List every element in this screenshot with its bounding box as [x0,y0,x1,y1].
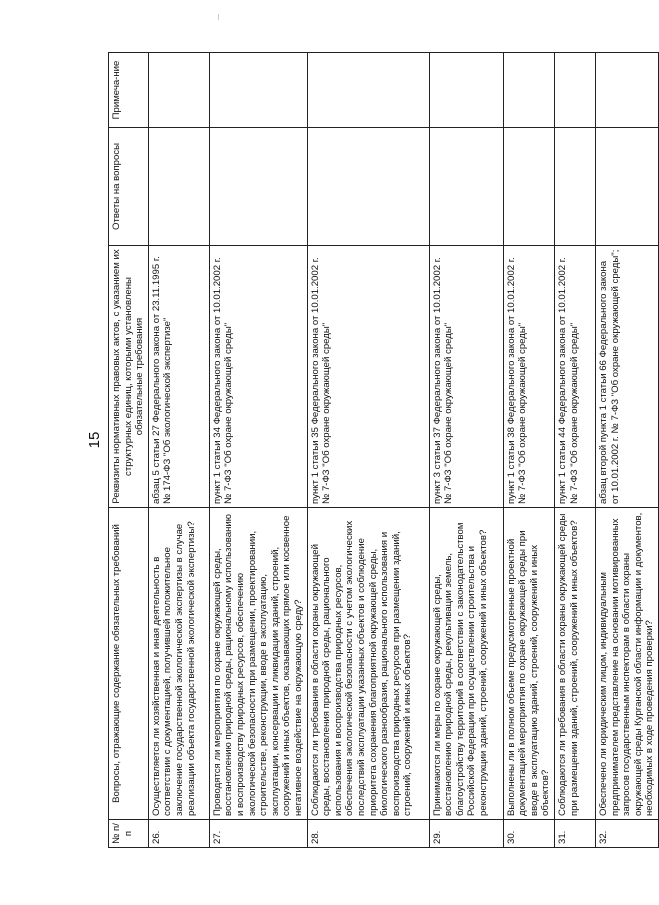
table-row [307,53,429,848]
row-requisites: пункт 1 статьи 35 Федерального закона от 10.01.2002 г. № 7-ФЗ "Об охране окружающей среды" [307,246,429,508]
row-note [554,53,595,128]
row-note [148,53,209,128]
requirements-table [108,52,659,848]
row-num: 32. [595,820,658,848]
row-num: 28. [307,820,429,848]
row-requisites: абзац второй пункта 1 статьи 66 Федерального закона от 10.01.2002 г. № 7-ФЗ "Об охране окружающей среды"; [595,246,658,508]
row-num: 29. [429,820,503,848]
row-answer [503,128,554,246]
row-note [429,53,503,128]
table-row [148,53,209,848]
row-note [307,53,429,128]
header-answers: Ответы на вопросы [109,128,149,246]
row-requisites: пункт 1 статьи 38 Федерального закона от 10.01.2002 г. № 7-ФЗ "Об охране окружающей среды" [503,246,554,508]
row-requisites: пункт 3 статьи 37 Федерального закона от 10.01.2002 г. № 7-ФЗ "Об охране окружающей среды" [429,246,503,508]
row-answer [554,128,595,246]
row-question: Обеспечено ли юридическим лицом, индивидуальным предпринимателем представление на основании мотивированных запросов государственным инспекторам в области охраны окружающей среды Курганской области информации и документов, необходимых в ходе проведения проверки? [595,508,658,820]
row-question: Соблюдаются ли требования в области охраны окружающей среды, восстановления природной среды, рационального использования и воспроизводства природных ресурсов, обеспечения экологической безопасности с учетом экологических последствий эксплуатации указанных объектов и соблюдение приоритета сохранения благоприятной окружающей среды, биологического разнообразия, рационального использования и воспроизводства природных ресурсов при размещении зданий, строений, сооружений и иных объектов? [307,508,429,820]
page-number: 15 [86,431,103,449]
row-requisites: абзац 5 статьи 27 Федерального закона от 23.11.1995 г. № 174-ФЗ "Об экологической экспертизе" [148,246,209,508]
row-question: Соблюдаются ли требования в области охраны окружающей среды при размещении зданий, строений, сооружений и иных объектов? [554,508,595,820]
row-question: Проводятся ли мероприятия по охране окружающей среды, восстановлению природной среды, рациональному использованию и воспроизводству природных ресурсов, обеспечению экологической безопасности при размещении, проектировании, строительстве, реконструкции, вводе в эксплуатацию, эксплуатации, консервации и ликвидации зданий, строений, сооружений и иных объектов, оказывающих прямое или косвенное негативное воздействие на окружающую среду? [209,508,307,820]
row-num: 30. [503,820,554,848]
table-header-row [109,53,149,848]
row-question: Принимаются ли меры по охране окружающей среды, восстановлению природной среды, рекультивации земель, благоустройству территорий в соответствии с законодательством Российской Федерации при осуществлении строительства и реконструкции зданий, строений, сооружений и иных объектов? [429,508,503,820]
header-question: Вопросы, отражающие содержание обязательных требований [109,508,149,820]
row-answer [148,128,209,246]
header-notes: Примеча-ние [109,53,149,128]
table-row [595,53,658,848]
row-note [595,53,658,128]
row-num: 31. [554,820,595,848]
table-row [554,53,595,848]
row-answer [429,128,503,246]
table-row [209,53,307,848]
row-answer [209,128,307,246]
table-row [429,53,503,848]
row-answer [595,128,658,246]
row-num: 27. [209,820,307,848]
row-num: 26. [148,820,209,848]
row-note [209,53,307,128]
rotated-table-container [108,53,656,848]
row-requisites: пункт 1 статьи 44 Федерального закона от 10.01.2002 г. № 7-ФЗ "Об охране окружающей среды" [554,246,595,508]
scan-mark [218,14,219,20]
row-requisites: пункт 1 статьи 34 Федерального закона от 10.01.2002 г. № 7-ФЗ "Об охране окружающей среды" [209,246,307,508]
row-answer [307,128,429,246]
row-question: Выполнены ли в полном объеме предусмотренные проектной документацией мероприятия по охране окружающей среды при вводе в эксплуатацию зданий, строений, сооружений и иных объектов? [503,508,554,820]
header-num: № п/п [109,820,149,848]
row-note [503,53,554,128]
header-requisites: Реквизиты нормативных правовых актов, с указанием их структурных единиц, которыми установлены обязательные требования [109,246,149,508]
row-question: Осуществляется ли хозяйственная и иная деятельность в соответствии с документацией, получившей положительное заключение государственной экологической экспертизы в случае реализации объекта государственной экологической экспертизы? [148,508,209,820]
table-row [503,53,554,848]
